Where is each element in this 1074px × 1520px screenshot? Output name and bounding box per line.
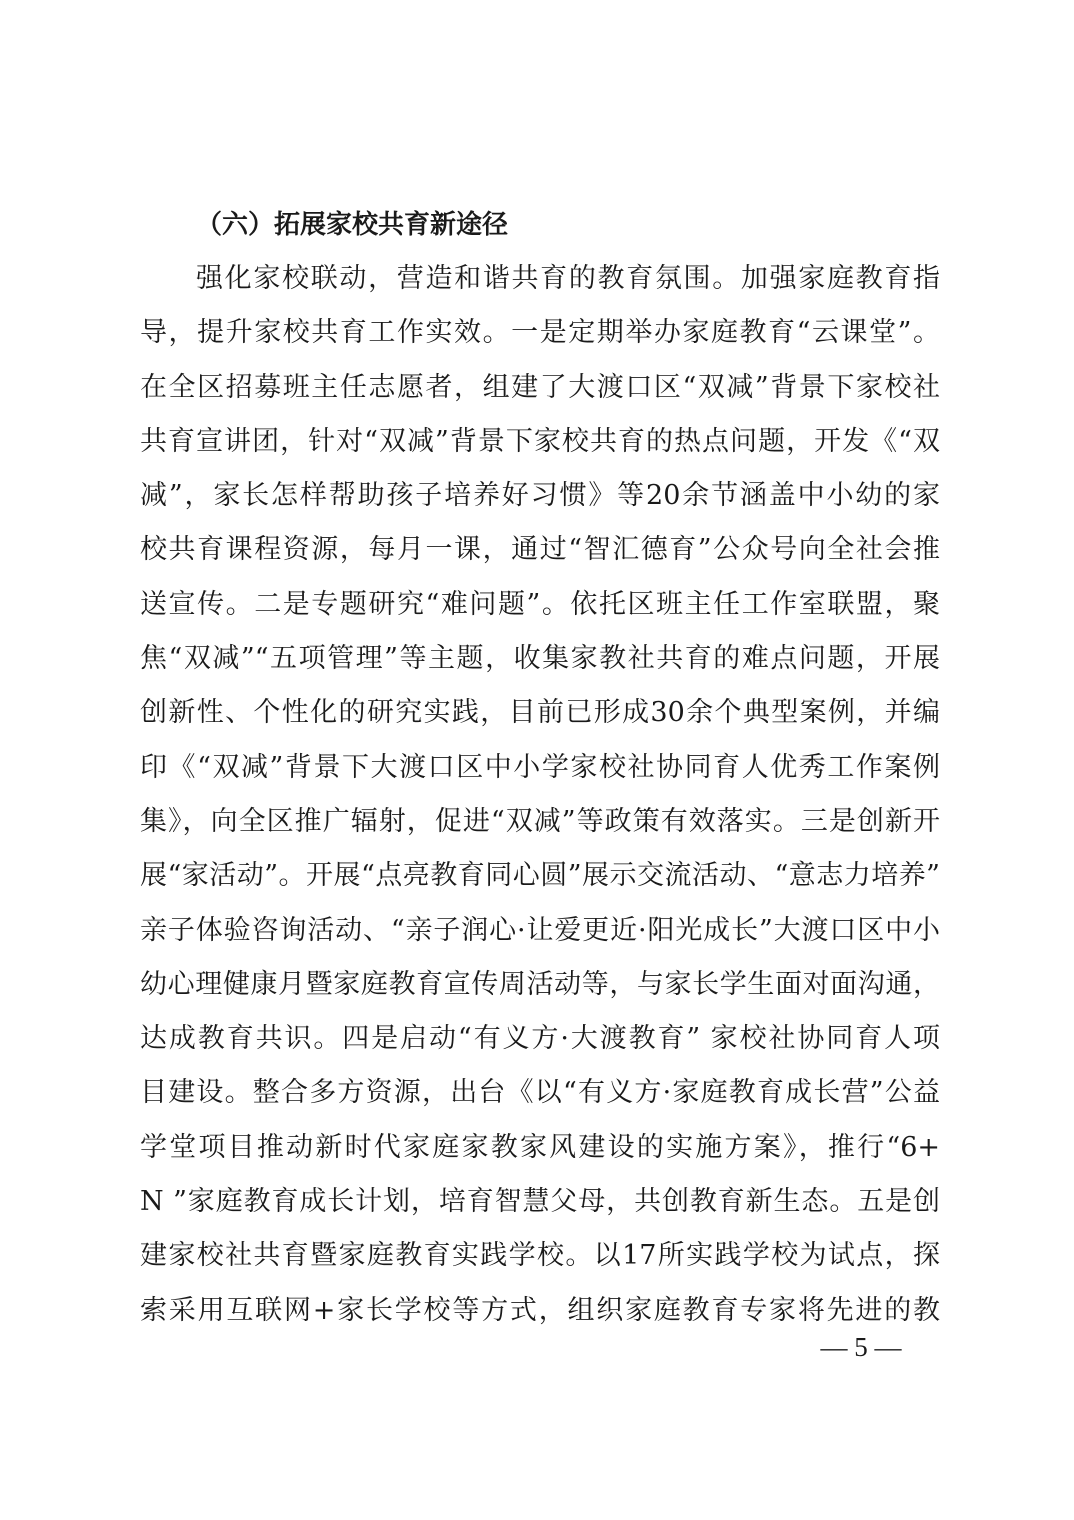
paragraph-line: 建家校社共育暨家庭教育实践学校。以17所实践学校为试点，探: [140, 1240, 940, 1272]
paragraph-line: 减”，家长怎样帮助孩子培养好习惯》等20余节涵盖中小幼的家: [140, 480, 940, 512]
paragraph-line: N ”家庭教育成长计划，培育智慧父母，共创教育新生态。五是创: [140, 1186, 940, 1218]
paragraph-line: 焦“双减”“五项管理”等主题，收集家教社共育的难点问题，开展: [140, 643, 940, 675]
paragraph-line: 创新性、个性化的研究实践，目前已形成30余个典型案例，并编: [140, 697, 940, 729]
paragraph-line: 校共育课程资源，每月一课，通过“智汇德育”公众号向全社会推: [140, 534, 940, 566]
page-number: — 5 —: [820, 1332, 902, 1362]
body-paragraph: [140, 252, 940, 1338]
paragraph-line: 目建设。整合多方资源，出台《以“有义方·家庭教育成长营”公益: [140, 1077, 940, 1109]
paragraph-line: 幼心理健康月暨家庭教育宣传周活动等，与家长学生面对面沟通，: [140, 968, 940, 1000]
paragraph-line: 学堂项目推动新时代家庭家教家风建设的实施方案》，推行“6+: [140, 1131, 940, 1163]
paragraph-line: 集》，向全区推广辐射，促进“双减”等政策有效落实。三是创新开: [140, 805, 940, 837]
paragraph-line: 导，提升家校共育工作实效。一是定期举办家庭教育“云课堂”。: [140, 317, 940, 349]
paragraph-line: 强化家校联动，营造和谐共育的教育氛围。加强家庭教育指: [196, 263, 940, 294]
paragraph-line: 在全区招募班主任志愿者，组建了大渡口区“双减”背景下家校社: [140, 371, 940, 403]
paragraph-line: 展“家活动”。开展“点亮教育同心圆”展示交流活动、“意志力培养”: [140, 860, 940, 892]
paragraph-line: 达成教育共识。四是启动“有义方·大渡教育” 家校社协同育人项: [140, 1023, 940, 1055]
section-heading: （六）拓展家校共育新途径: [196, 210, 509, 240]
paragraph-line: 共育宣讲团，针对“双减”背景下家校共育的热点问题，开发《“双: [140, 425, 940, 457]
paragraph-line: 印《“双减”背景下大渡口区中小学家校社协同育人优秀工作案例: [140, 751, 940, 783]
paragraph-line: 亲子体验咨询活动、“亲子润心·让爱更近·阳光成长”大渡口区中小: [140, 914, 940, 946]
paragraph-line: 索采用互联网+家长学校等方式，组织家庭教育专家将先进的教: [140, 1294, 940, 1326]
paragraph-line: 送宣传。二是专题研究“难问题”。依托区班主任工作室联盟，聚: [140, 588, 940, 620]
